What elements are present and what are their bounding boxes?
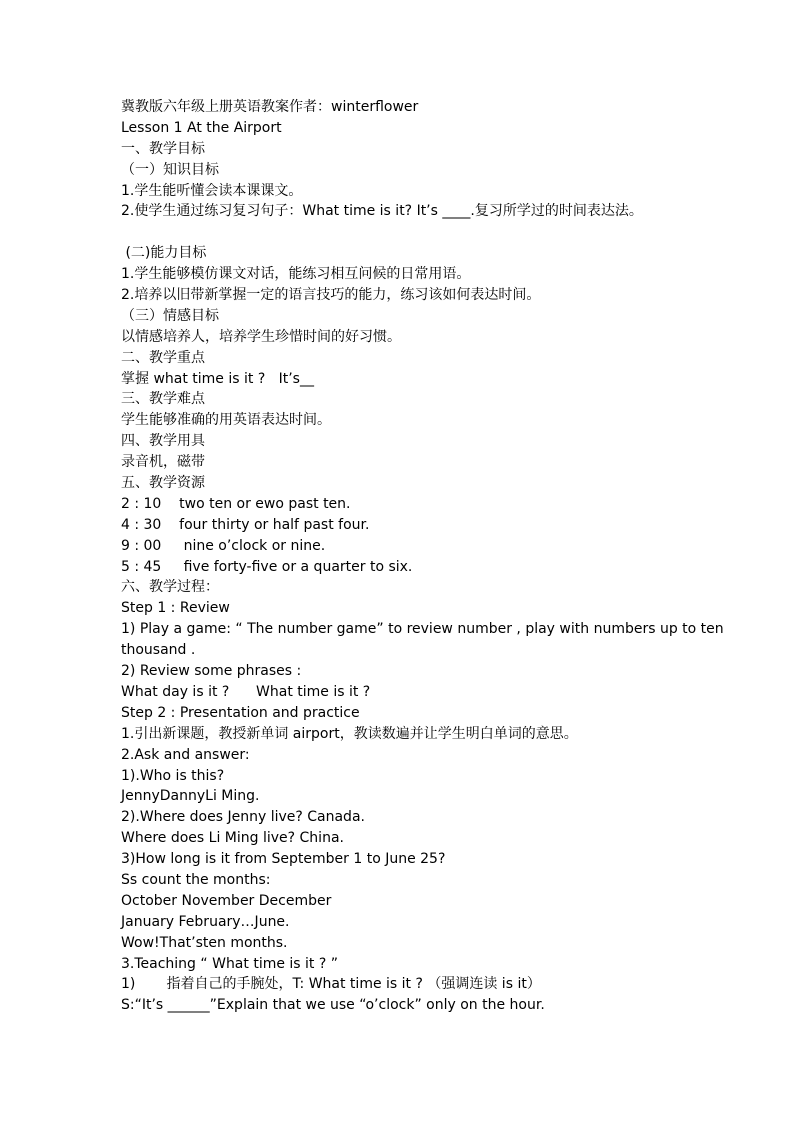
section-heading: 六、教学过程：: [121, 579, 219, 596]
text-line: 录音机，磁带: [121, 454, 205, 471]
text-line: What day is it ? What time is it ?: [121, 683, 371, 700]
section-heading: 五、教学资源: [121, 475, 205, 492]
text-line: 1).Who is this?: [121, 767, 225, 784]
text-line: 1.学生能够模仿课文对话，能练习相互问候的日常用语。: [121, 266, 471, 283]
lesson-title: Lesson 1 At the Airport: [121, 119, 282, 136]
blank-line: [121, 222, 741, 243]
text-line: Wow!That’sten months.: [121, 934, 288, 951]
subsection-heading: (二)能力目标: [121, 245, 207, 262]
text-line: 3)How long is it from September 1 to June 25?: [121, 851, 446, 868]
text-line: 1) Play a game: “ The number game” to review number , play with numbers up to ten: [121, 621, 724, 638]
time-example: 9 : 00 nine o’clock or nine.: [121, 537, 326, 554]
text-line: S:“It’s ______”Explain that we use “o’clock” only on the hour.: [121, 997, 545, 1014]
time-example: 5 : 45 five forty-five or a quarter to six.: [121, 558, 413, 575]
text-line: Where does Li Ming live? China.: [121, 830, 344, 847]
text-line: 掌握 what time is it ? It’s__: [121, 370, 314, 387]
text-line: 2).Where does Jenny live? Canada.: [121, 809, 365, 826]
section-heading: 四、教学用具: [121, 433, 205, 450]
text-line: 2) Review some phrases :: [121, 663, 302, 680]
subsection-heading: （一）知识目标: [121, 161, 219, 178]
text-line: 3.Teaching “ What time is it ? ”: [121, 955, 339, 972]
section-heading: 三、教学难点: [121, 391, 205, 408]
text-line: 1) 指着自己的手腕处，T: What time is it ? （强调连读 is it）: [121, 976, 541, 993]
text-line: JennyDannyLi Ming.: [121, 788, 260, 805]
subsection-heading: （三）情感目标: [121, 307, 219, 324]
text-line: thousand .: [121, 642, 196, 659]
text-line: 2.Ask and answer:: [121, 746, 250, 763]
time-example: 2 : 10 two ten or ewo past ten.: [121, 495, 351, 512]
text-line: 学生能够准确的用英语表达时间。: [121, 412, 331, 429]
text-line: 1.学生能听懂会读本课课文。: [121, 182, 303, 199]
text-line: 以情感培养人，培养学生珍惜时间的好习惯。: [121, 328, 401, 345]
text-line: October November December: [121, 892, 332, 909]
step-heading: Step 1 : Review: [121, 600, 230, 617]
text-line: 2.使学生通过练习复习句子：What time is it? It’s ____.复习所学过的时间表达法。: [121, 203, 643, 220]
time-example: 4 : 30 four thirty or half past four.: [121, 516, 370, 533]
step-heading: Step 2 : Presentation and practice: [121, 704, 360, 721]
section-heading: 二、教学重点: [121, 349, 205, 366]
text-line: 1.引出新课题，教授新单词 airport，教读数遍并让学生明白单词的意思。: [121, 725, 578, 742]
text-line: 2.培养以旧带新掌握一定的语言技巧的能力，练习该如何表达时间。: [121, 287, 541, 304]
document-body: [121, 97, 741, 1016]
text-line: January February…June.: [121, 913, 290, 930]
section-heading: 一、教学目标: [121, 140, 205, 157]
text-line: Ss count the months:: [121, 871, 271, 888]
document-title: 冀教版六年级上册英语教案作者：winterflower: [121, 99, 419, 115]
